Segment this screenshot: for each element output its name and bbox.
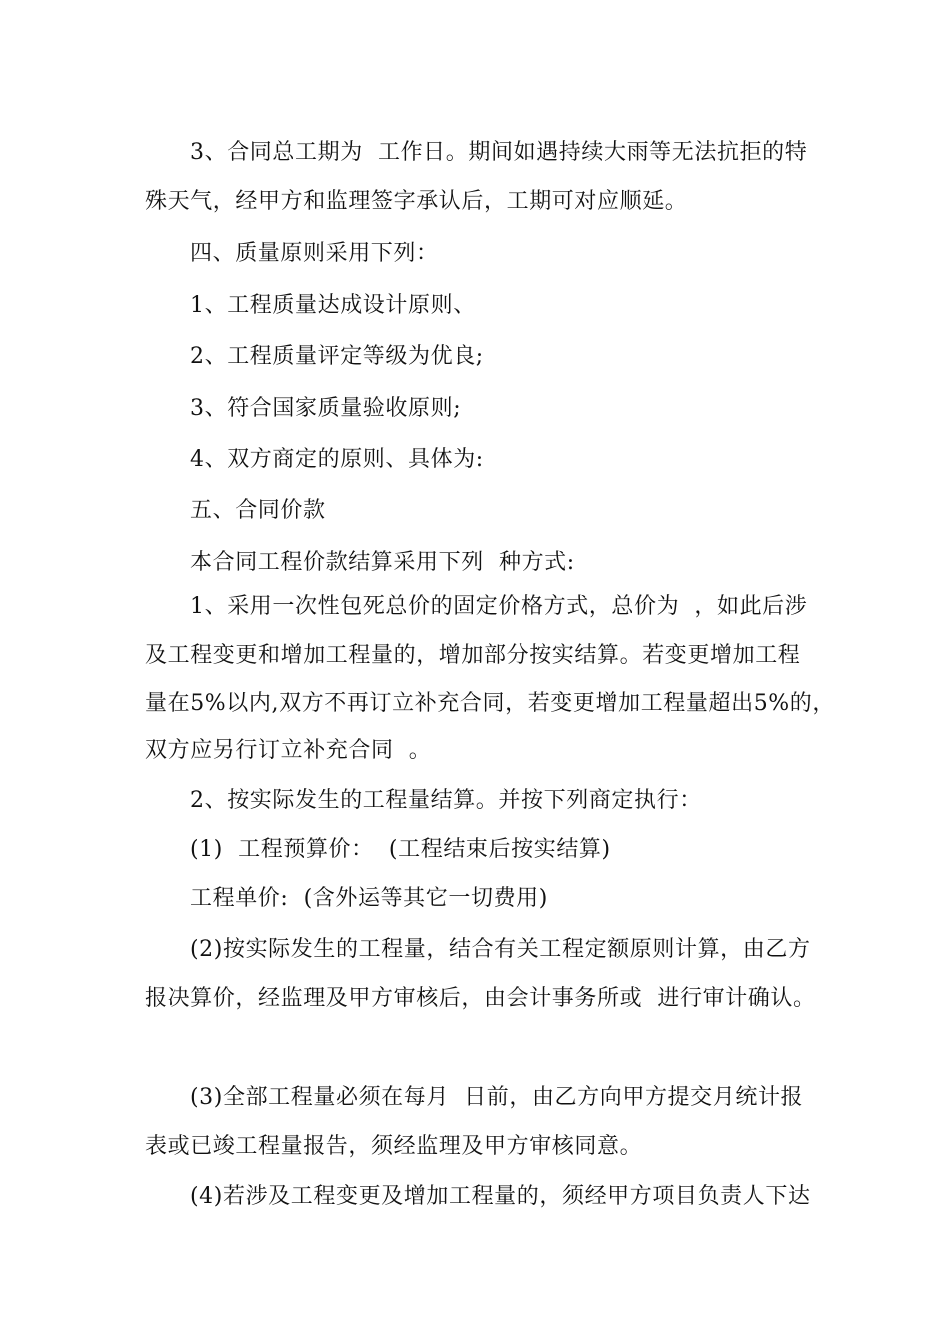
text-line: 4、双方商定的原则、具体为: (190, 447, 484, 472)
text-line: 2、按实际发生的工程量结算。并按下列商定执行： (190, 788, 702, 813)
text-line: (3)全部工程量必须在每月 日前，由乙方向甲方提交月统计报 (190, 1085, 804, 1110)
text-line: (4)若涉及工程变更及增加工程量的，须经甲方项目负责人下达 (190, 1184, 811, 1209)
text-line: 2、工程质量评定等级为优良; (190, 344, 484, 369)
text-line: 殊天气，经甲方和监理签字承认后，工期可对应顺延。 (145, 189, 688, 214)
text-line: 报决算价，经监理及甲方审核后，由会计事务所或 进行审计确认。 (145, 986, 816, 1011)
text-line: 及工程变更和增加工程量的，增加部分按实结算。若变更增加工程 (145, 643, 801, 668)
text-line: 工程单价: (含外运等其它一切费用) (190, 886, 548, 911)
text-line: 本合同工程价款结算采用下列 种方式: (190, 550, 575, 575)
text-line: 1、工程质量达成设计原则、 (190, 293, 476, 318)
text-line: 3、合同总工期为 工作日。期间如遇持续大雨等无法抗拒的特 (190, 140, 808, 165)
section-heading: 四、质量原则采用下列： (190, 241, 439, 266)
text-line: 量在5%以内,双方不再订立补充合同，若变更增加工程量超出5%的， (145, 691, 835, 716)
text-line: 双方应另行订立补充合同 。 (145, 738, 432, 763)
text-line: 1、采用一次性包死总价的固定价格方式，总价为 ，如此后涉 (190, 594, 808, 619)
text-line: 3、符合国家质量验收原则; (190, 396, 462, 421)
text-line: (2)按实际发生的工程量，结合有关工程定额原则计算，由乙方 (190, 937, 811, 962)
text-line: (1) 工程预算价： (工程结束后按实结算) (190, 837, 611, 862)
section-heading: 五、合同价款 (190, 498, 326, 523)
text-line: 表或已竣工程量报告，须经监理及甲方审核同意。 (145, 1134, 643, 1159)
